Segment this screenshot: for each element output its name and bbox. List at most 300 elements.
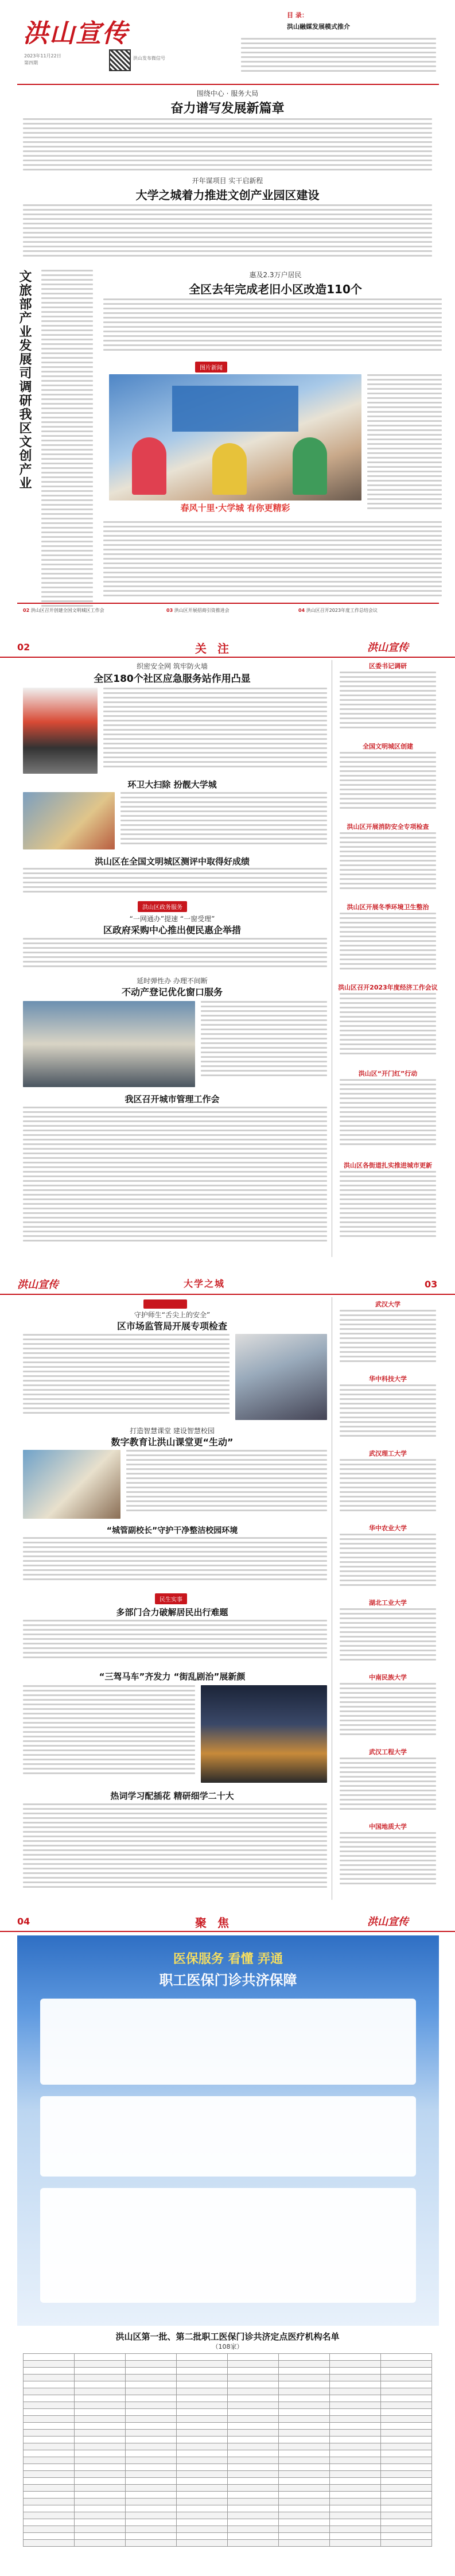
table-cell — [381, 2471, 432, 2478]
side-item-text — [340, 1384, 436, 1439]
headline3-kicker: 惠及2.3万户居民 — [249, 271, 302, 279]
h8-text — [23, 1107, 327, 1250]
table-cell — [228, 2368, 279, 2375]
table-cell — [177, 2395, 228, 2402]
photo-news-tag: 图片新闻 — [195, 362, 227, 373]
table-row — [24, 2533, 432, 2540]
table-cell — [228, 2450, 279, 2457]
table-cell — [381, 2512, 432, 2519]
bottom-index-item[interactable] — [298, 607, 378, 614]
issue-number: 第四期 — [24, 60, 38, 65]
table-cell — [177, 2485, 228, 2492]
poster-line2: 职工医保门诊共济保障 — [159, 1972, 297, 1988]
table-cell — [24, 2499, 75, 2505]
h3-text — [23, 868, 327, 897]
table-cell — [75, 2375, 126, 2381]
table-cell — [177, 2526, 228, 2533]
table-cell — [228, 2409, 279, 2416]
table-row — [24, 2437, 432, 2443]
table-cell — [126, 2443, 177, 2450]
table-cell — [177, 2533, 228, 2540]
table-cell — [279, 2471, 330, 2478]
table-cell — [126, 2361, 177, 2368]
masthead-rule — [17, 84, 439, 85]
lower-article-text — [103, 521, 442, 602]
page-header — [0, 637, 455, 658]
poster-panel-2 — [40, 2096, 416, 2177]
side-item-text — [340, 1683, 436, 1737]
table-row — [24, 2375, 432, 2381]
bottom-index-item[interactable] — [166, 607, 230, 614]
table-cell — [75, 2388, 126, 2395]
table-cell — [228, 2402, 279, 2409]
table-cell — [126, 2354, 177, 2361]
table-row — [24, 2402, 432, 2409]
table-cell — [126, 2409, 177, 2416]
table-cell — [279, 2354, 330, 2361]
table-cell — [75, 2526, 126, 2533]
table-cell — [228, 2457, 279, 2464]
table-cell — [330, 2457, 381, 2464]
h2-text — [126, 1450, 327, 1519]
table-cell — [279, 2499, 330, 2505]
h8: 我区召开城市管理工作会 — [125, 1094, 220, 1104]
side-item-title: 洪山区开展冬季环境卫生整治 — [347, 903, 429, 911]
cleanup-photo — [23, 792, 115, 849]
table-cell — [381, 2368, 432, 2375]
table-cell — [177, 2478, 228, 2485]
table-cell — [381, 2416, 432, 2423]
side-item[interactable] — [336, 822, 440, 897]
table-cell — [228, 2512, 279, 2519]
table-cell — [75, 2471, 126, 2478]
table-cell — [126, 2368, 177, 2375]
table-cell — [228, 2471, 279, 2478]
table-cell — [75, 2361, 126, 2368]
h2-text — [120, 792, 327, 849]
h6: 热词学习配插花 精研细学二十大 — [110, 1791, 234, 1801]
table-row — [24, 2368, 432, 2375]
table-cell — [75, 2492, 126, 2499]
h2: 环卫大扫除 扮靓大学城 — [127, 779, 217, 790]
side-item-title: 洪山区召开2023年度经济工作会议 — [338, 984, 438, 991]
h6-text — [23, 1803, 327, 1895]
table-cell — [24, 2402, 75, 2409]
table-cell — [177, 2471, 228, 2478]
table-cell — [24, 2512, 75, 2519]
page-number: 03 — [425, 1279, 438, 1290]
table-cell — [330, 2519, 381, 2526]
table-cell — [126, 2519, 177, 2526]
article1-text — [23, 118, 432, 173]
table-cell — [126, 2471, 177, 2478]
table-cell — [330, 2430, 381, 2437]
table-cell — [75, 2499, 126, 2505]
table-cell — [381, 2402, 432, 2409]
table-cell — [279, 2443, 330, 2450]
table-cell — [75, 2519, 126, 2526]
vertical-article-text — [41, 270, 93, 608]
table-cell — [24, 2540, 75, 2547]
table-cell — [279, 2450, 330, 2457]
table-row — [24, 2354, 432, 2361]
table-cell — [177, 2416, 228, 2423]
table-row — [24, 2478, 432, 2485]
table-row — [24, 2409, 432, 2416]
side-item[interactable] — [336, 1161, 440, 1247]
side-item-text — [340, 832, 436, 893]
bottom-index-num: 03 — [166, 608, 173, 613]
side-item[interactable] — [336, 1598, 440, 1667]
table-cell — [126, 2450, 177, 2457]
page-two — [0, 637, 455, 1263]
table-cell — [75, 2409, 126, 2416]
table-cell — [330, 2423, 381, 2430]
table-cell — [228, 2443, 279, 2450]
side-item-title: 中国地质大学 — [369, 1823, 407, 1830]
table-cell — [177, 2381, 228, 2388]
table-cell — [330, 2533, 381, 2540]
headline3: 全区去年完成老旧小区改造110个 — [189, 282, 362, 296]
table-cell — [126, 2388, 177, 2395]
page-four — [0, 1911, 455, 2571]
table-row — [24, 2361, 432, 2368]
side-item-title: 武汉大学 — [375, 1301, 400, 1308]
table-cell — [330, 2375, 381, 2381]
table-cell — [75, 2512, 126, 2519]
side-item[interactable] — [336, 983, 440, 1063]
table-cell — [228, 2478, 279, 2485]
table-cell — [75, 2395, 126, 2402]
page-one — [0, 0, 455, 624]
table-cell — [279, 2416, 330, 2423]
h6: 区政府采购中心推出便民惠企举措 — [103, 925, 241, 936]
table-cell — [126, 2485, 177, 2492]
side-item[interactable] — [336, 1374, 440, 1443]
qr-caption: 洪山发布微信号 — [133, 56, 165, 61]
table-cell — [279, 2526, 330, 2533]
table-row — [24, 2540, 432, 2547]
table-cell — [381, 2478, 432, 2485]
table-cell — [381, 2443, 432, 2450]
table-cell — [279, 2402, 330, 2409]
table-cell — [381, 2423, 432, 2430]
table-cell — [75, 2354, 126, 2361]
table-row — [24, 2423, 432, 2430]
table-cell — [279, 2485, 330, 2492]
classroom-photo — [23, 1450, 120, 1519]
news-photo — [109, 374, 361, 501]
side-item-text — [340, 993, 436, 1059]
table-cell — [330, 2443, 381, 2450]
table-cell — [330, 2450, 381, 2457]
table-cell — [75, 2416, 126, 2423]
table-cell — [75, 2450, 126, 2457]
table-cell — [24, 2485, 75, 2492]
table-cell — [330, 2499, 381, 2505]
side-item[interactable] — [336, 1747, 440, 1816]
table-cell — [330, 2381, 381, 2388]
article3-text — [103, 298, 442, 356]
poster-panel-3 — [40, 2188, 416, 2303]
qr-code-icon — [109, 49, 131, 71]
table-cell — [228, 2540, 279, 2547]
side-item-text — [340, 1171, 436, 1243]
table-cell — [381, 2437, 432, 2443]
side-item-text — [340, 752, 436, 812]
side-column — [336, 1299, 440, 1896]
table-cell — [177, 2361, 228, 2368]
h2: 数字教育让洪山课堂更“生动” — [111, 1437, 234, 1448]
table-row — [24, 2395, 432, 2402]
table-cell — [279, 2430, 330, 2437]
table-cell — [330, 2464, 381, 2471]
table-cell — [381, 2505, 432, 2512]
table-cell — [177, 2464, 228, 2471]
table-cell — [279, 2533, 330, 2540]
table-cell — [24, 2388, 75, 2395]
table-cell — [75, 2478, 126, 2485]
table-cell — [228, 2464, 279, 2471]
h7-text — [201, 1001, 327, 1087]
vertical-headline: 文旅部产业发展司调研我区文创产业 — [17, 270, 32, 490]
table-cell — [126, 2395, 177, 2402]
table-row — [24, 2464, 432, 2471]
table-cell — [126, 2437, 177, 2443]
table-cell — [330, 2478, 381, 2485]
side-item[interactable] — [336, 1069, 440, 1155]
table-cell — [24, 2409, 75, 2416]
table-cell — [24, 2375, 75, 2381]
clinic-list-table — [23, 2353, 432, 2547]
table-row — [24, 2443, 432, 2450]
bottom-index-item[interactable] — [23, 607, 104, 614]
table-cell — [381, 2375, 432, 2381]
h7-kicker: 延时弹性办 办理不间断 — [137, 977, 208, 985]
h6-kicker: “一网通办”提速 “一窗受理” — [129, 915, 215, 923]
alert-text: 洪山融媒发展模式推介 — [287, 23, 350, 30]
side-item-text — [340, 913, 436, 973]
table-cell — [279, 2512, 330, 2519]
table-cell — [330, 2471, 381, 2478]
side-item-text — [340, 1310, 436, 1364]
table-cell — [381, 2492, 432, 2499]
h3: “城管副校长”守护干净整洁校园环境 — [106, 1526, 238, 1535]
inspection-photo — [235, 1334, 327, 1420]
table-cell — [279, 2395, 330, 2402]
table-cell — [177, 2409, 228, 2416]
table-cell — [75, 2485, 126, 2492]
table-cell — [228, 2430, 279, 2437]
masthead-small: 洪山宣传 — [17, 1279, 59, 1291]
side-item-text — [340, 1459, 436, 1514]
table-cell — [381, 2457, 432, 2464]
street-night-photo — [201, 1685, 327, 1783]
table-cell — [279, 2375, 330, 2381]
table-cell — [177, 2505, 228, 2512]
table-row — [24, 2381, 432, 2388]
table-row — [24, 2519, 432, 2526]
side-item[interactable] — [336, 661, 440, 736]
h5: “三驾马车”齐发力 “街乱剧治”展新颜 — [99, 1671, 246, 1682]
bottom-index-bar — [17, 603, 439, 620]
headline2: 大学之城着力推进文创产业园区建设 — [135, 188, 320, 202]
table-cell — [330, 2354, 381, 2361]
poster-line1: 医保服务 看懂 弄通 — [173, 1952, 283, 1966]
table-cell — [228, 2526, 279, 2533]
page-number: 04 — [17, 1916, 30, 1927]
table-cell — [126, 2478, 177, 2485]
side-item[interactable] — [336, 1449, 440, 1518]
table-cell — [24, 2395, 75, 2402]
top-right-text — [241, 38, 436, 78]
table-row — [24, 2505, 432, 2512]
table-cell — [330, 2540, 381, 2547]
side-item-text — [340, 672, 436, 732]
table-cell — [126, 2430, 177, 2437]
table-cell — [381, 2533, 432, 2540]
table-cell — [381, 2388, 432, 2395]
table-cell — [381, 2395, 432, 2402]
table-row — [24, 2430, 432, 2437]
h4-text — [23, 1620, 327, 1666]
bottom-index-text: 洪山区召开创建全国文明城区工作会 — [30, 608, 104, 613]
alert-label: 目 录： — [287, 11, 308, 19]
table-cell — [75, 2423, 126, 2430]
table-cell — [24, 2381, 75, 2388]
table-cell — [126, 2526, 177, 2533]
table-cell — [177, 2437, 228, 2443]
side-item[interactable] — [336, 742, 440, 816]
table-cell — [330, 2492, 381, 2499]
table-cell — [75, 2430, 126, 2437]
table-row — [24, 2485, 432, 2492]
h2-kicker: 打造智慧课堂 建设智慧校园 — [130, 1427, 215, 1435]
table-cell — [330, 2388, 381, 2395]
table-cell — [381, 2361, 432, 2368]
table-row — [24, 2471, 432, 2478]
table-row — [24, 2457, 432, 2464]
list-subtitle: （108家） — [212, 2343, 243, 2350]
box1-tag — [143, 1299, 187, 1309]
table-cell — [279, 2381, 330, 2388]
box2-tag: 民生实事 — [155, 1593, 187, 1604]
table-cell — [24, 2443, 75, 2450]
page-three — [0, 1274, 455, 1906]
headline1-kicker: 围绕中心 · 服务大局 — [196, 90, 259, 98]
table-cell — [279, 2540, 330, 2547]
masthead-small: 洪山宣传 — [367, 1916, 409, 1928]
side-item-title: 武汉工程大学 — [369, 1748, 407, 1756]
side-item-title: 洪山区开展消防安全专项检查 — [347, 823, 429, 831]
table-cell — [279, 2437, 330, 2443]
h4: 多部门合力破解居民出行难题 — [116, 1607, 228, 1617]
side-item[interactable] — [336, 1822, 440, 1891]
bottom-index-text: 洪山区开展招商引资推进会 — [174, 608, 230, 613]
table-cell — [330, 2416, 381, 2423]
table-cell — [126, 2402, 177, 2409]
table-cell — [75, 2540, 126, 2547]
table-cell — [228, 2533, 279, 2540]
table-cell — [228, 2437, 279, 2443]
side-item-text — [340, 1608, 436, 1663]
table-cell — [228, 2354, 279, 2361]
table-cell — [75, 2464, 126, 2471]
table-cell — [381, 2540, 432, 2547]
masthead-small: 洪山宣传 — [367, 642, 409, 654]
table-row — [24, 2416, 432, 2423]
table-cell — [75, 2368, 126, 2375]
table-cell — [75, 2443, 126, 2450]
bottom-index-num: 04 — [298, 608, 305, 613]
table-cell — [279, 2492, 330, 2499]
table-cell — [126, 2375, 177, 2381]
table-cell — [330, 2402, 381, 2409]
article2-text — [23, 204, 432, 259]
section-name: 关 注 — [195, 642, 232, 655]
table-row — [24, 2388, 432, 2395]
masthead-logo: 洪山宣传 — [23, 19, 129, 48]
side-item-text — [340, 1534, 436, 1588]
table-cell — [75, 2402, 126, 2409]
table-cell — [381, 2526, 432, 2533]
bottom-index-num: 02 — [23, 608, 30, 613]
table-cell — [279, 2464, 330, 2471]
table-cell — [381, 2354, 432, 2361]
table-cell — [177, 2457, 228, 2464]
table-cell — [228, 2485, 279, 2492]
h1-text — [23, 1334, 230, 1420]
table-cell — [126, 2499, 177, 2505]
photo-article-text — [367, 374, 442, 512]
side-item-title: 湖北工业大学 — [369, 1599, 407, 1607]
table-cell — [75, 2533, 126, 2540]
side-item[interactable] — [336, 1523, 440, 1592]
table-cell — [24, 2368, 75, 2375]
table-cell — [177, 2450, 228, 2457]
table-row — [24, 2512, 432, 2519]
table-cell — [381, 2450, 432, 2457]
table-cell — [279, 2519, 330, 2526]
side-item[interactable] — [336, 1673, 440, 1741]
table-cell — [330, 2437, 381, 2443]
table-cell — [330, 2526, 381, 2533]
table-cell — [228, 2381, 279, 2388]
headline2-kicker: 开年谋项目 实干启新程 — [192, 177, 263, 185]
table-cell — [24, 2505, 75, 2512]
side-item[interactable] — [336, 1299, 440, 1368]
service-window-photo — [23, 1001, 195, 1087]
h7: 不动产登记优化窗口服务 — [121, 987, 223, 998]
issue-date: 2023年11月22日 — [24, 53, 61, 59]
table-cell — [126, 2512, 177, 2519]
table-cell — [228, 2492, 279, 2499]
table-cell — [330, 2409, 381, 2416]
h1: 全区180个社区应急服务站作用凸显 — [94, 673, 251, 685]
side-item[interactable] — [336, 902, 440, 977]
side-item-title: 区委书记调研 — [369, 662, 407, 670]
table-cell — [24, 2437, 75, 2443]
table-cell — [228, 2423, 279, 2430]
table-cell — [75, 2457, 126, 2464]
page-header — [0, 1274, 455, 1295]
firefighter-photo — [23, 688, 98, 774]
table-cell — [24, 2457, 75, 2464]
side-item-text — [340, 1079, 436, 1151]
headline1: 奋力谱写发展新篇章 — [170, 102, 285, 116]
section-name: 聚 焦 — [195, 1916, 232, 1930]
table-cell — [177, 2402, 228, 2409]
